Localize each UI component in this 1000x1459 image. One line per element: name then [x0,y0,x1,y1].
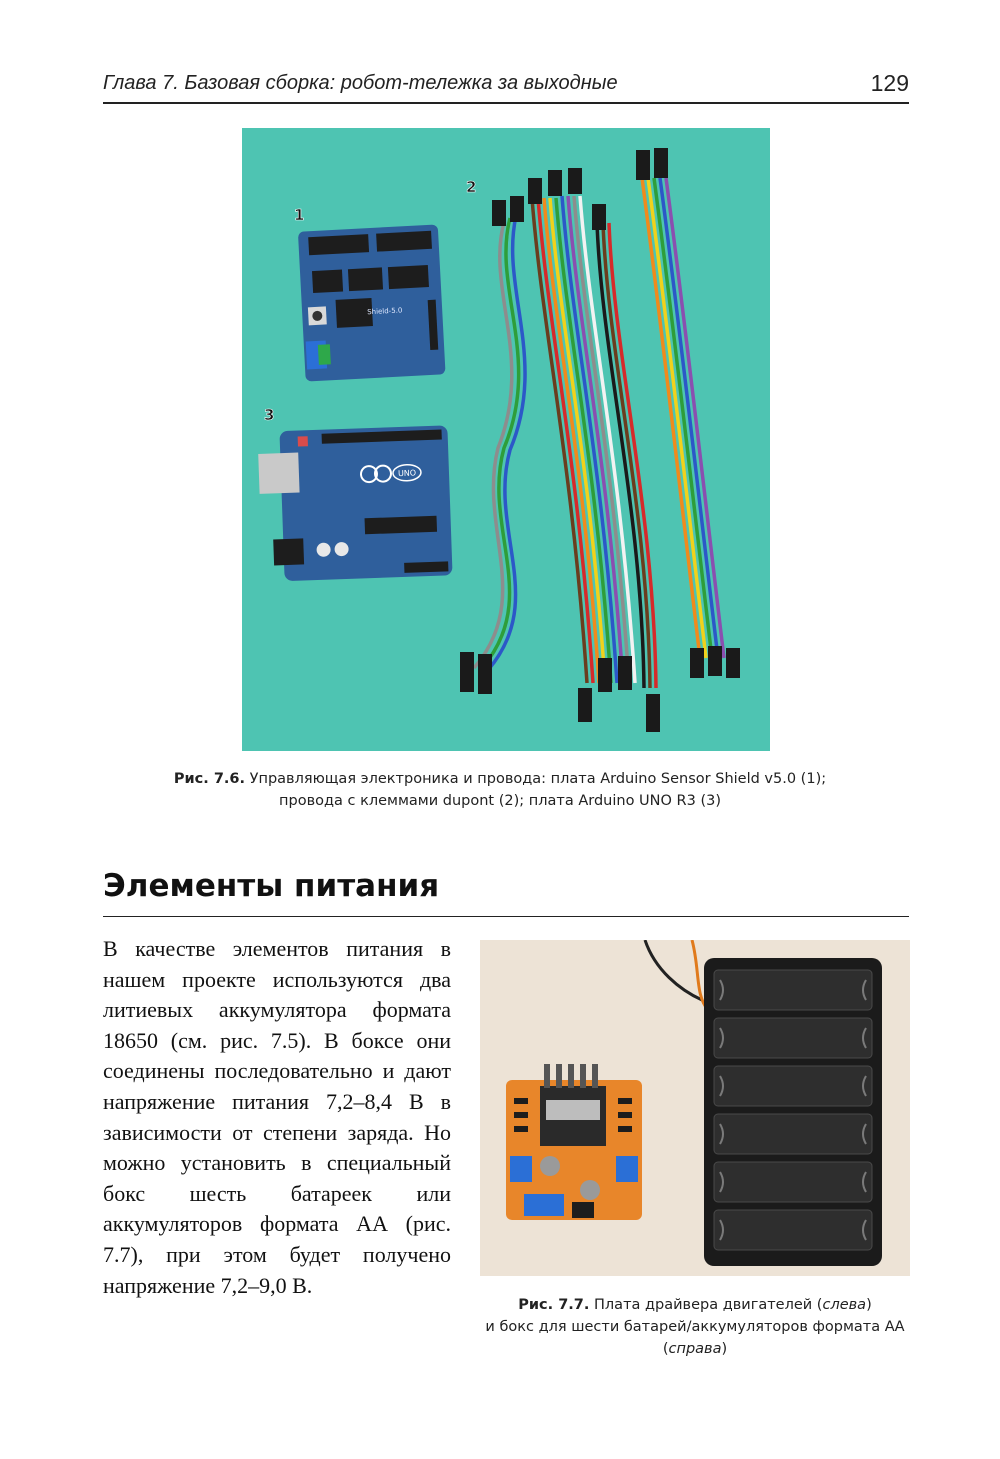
marker-1: 1 [294,206,305,224]
driver-battery-illustration [480,940,910,1276]
shield-board-label: Shield-5.0 [367,306,403,317]
figure1-caption-label: Рис. 7.6. [173,771,246,787]
figure2-caption-label: Рис. 7.7. [518,1297,590,1313]
figure-arduino-photo [242,128,770,751]
section-title: Элементы питания [103,868,909,917]
sensor-shield-board [298,224,446,381]
running-header [103,70,909,104]
arduino-photo-illustration [242,128,770,751]
figure1-caption [130,768,870,812]
figure2-caption-right: справа [668,1341,722,1357]
chapter-title: Глава 7. Базовая сборка: робот-тележка за выходные [103,72,618,94]
motor-driver-board [506,1064,642,1220]
figure2-caption-left: слева [822,1297,867,1313]
figure2-caption: Рис. 7.7. Плата драйвера двигателей (слева) и бокс для шести батарей/аккумуляторов формата АА (справа) [485,1297,905,1357]
figure2-caption-part2: ) [866,1297,872,1313]
marker-3: 3 [264,406,275,424]
figure1-caption-line1: Управляющая электроника и провода: плата Arduino Sensor Shield v5.0 (1); [249,771,827,787]
uno-board-label: UNO [397,468,417,479]
figure1-caption-line2: провода с клеммами dupont (2); плата Arduino UNO R3 (3) [279,793,721,809]
figure2-caption-part1: Плата драйвера двигателей ( [594,1297,823,1313]
figure2-caption-line2: и бокс для шести батарей/аккумуляторов формата АА [485,1319,905,1335]
body-paragraph: В качестве элементов питания в нашем проекте используются два литиевых аккумулятора формата 18650 (см. рис. 7.5). В боксе они соединены последовательно и дают напряжение питания 7,2–8,4 В в зависимости от степени заряда. Но можно установить в специальный бокс шесть батареек или аккумуляторов формата АА (рис. 7.7), при этом будет получено напряжение 7,2–9,0 В. [103,936,451,1298]
battery-box [704,958,882,1266]
figure-driver-battery-photo [480,940,910,1276]
page-number: 129 [870,70,909,96]
marker-2: 2 [466,178,477,196]
arduino-uno-board [257,425,452,582]
